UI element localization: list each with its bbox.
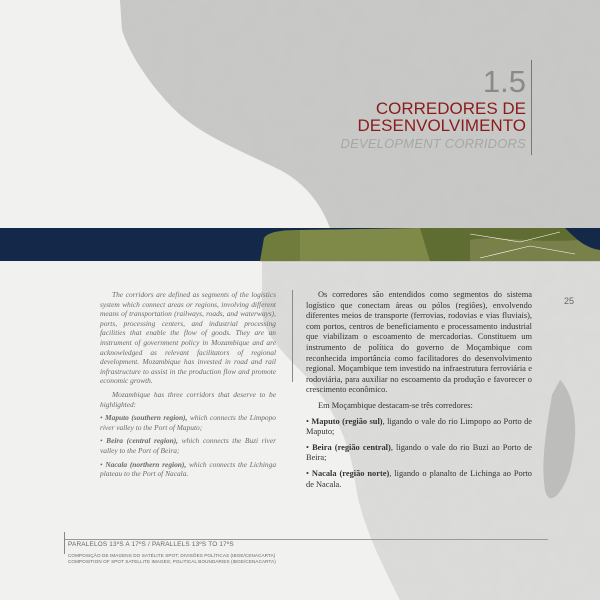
portuguese-text-column (306, 290, 532, 495)
page-number: 25 (563, 296, 574, 306)
english-bullet-maputo-text: which connects the Limpopo river valley to the Port of Maputo; (100, 413, 277, 432)
title-vertical-rule (531, 60, 532, 155)
portuguese-bullet-beira-bold: Beira (região central) (312, 442, 391, 452)
english-bullet-nacala-text: which connects the Lichinga plateau to the Port of Nacala. (100, 459, 277, 479)
section-title-en: DEVELOPMENT CORRIDORS (340, 136, 526, 151)
english-bullet-nacala: • Nacala (northern region), which connects the Lichinga plateau to the Port of Nacala. (100, 459, 277, 479)
portuguese-paragraph-1: Os corredores são entendidos como segmentos do sistema logístico que conectam áreas ou pólos (regiões), envolvendo diferentes meios de transporte (ferrovias, rodovias e vias fluviais), com portos, centros de beneficiamento e processamento industrial que viabilizam o escoamento de mercadorias. Constituem um instrumento de política do governo de Moçambique com reconhecida importância como facilitadores do desenvolvimento regional. Moçambique tem investido na infraestrutura ferroviária e rodoviária, para auxiliar no escoamento da produção e favorecer o crescimento econômico. (306, 290, 532, 395)
section-title-pt (266, 100, 526, 134)
satellite-strip-image (0, 228, 600, 261)
portuguese-bullet-beira-text: , ligando o vale do rio Buzi ao Porto de Beira; (306, 442, 533, 463)
portuguese-column-rule (292, 290, 293, 382)
section-title-pt-line2: DESENVOLVIMENTO (357, 116, 526, 135)
portuguese-paragraph-2: Em Moçambique destacam-se três corredores: (318, 400, 473, 410)
portuguese-bullet-nacala-bold: Nacala (região norte) (311, 468, 390, 478)
footer-parallels: PARALELOS 13ºS A 17ºS / PARALLELS 13ºS TO 17ºS (68, 541, 234, 548)
footer-vertical-rule (64, 532, 65, 554)
english-text-column (100, 290, 276, 483)
section-number: 1.5 (482, 64, 526, 99)
english-bullet-beira-text: which connects the Buzi river valley to the Port of Beira; (100, 436, 276, 455)
section-title-block (266, 66, 526, 151)
footer-source-pt: COMPOSIÇÃO DE IMAGENS DO SATÉLITE SPOT; DIVISÕES POLÍTICAS (IBGE/CENACARTA) (68, 553, 276, 558)
portuguese-bullet-beira: • Beira (região central), ligando o vale do rio Buzi ao Porto de Beira; (306, 442, 533, 463)
footer-horizontal-rule (64, 539, 548, 540)
english-bullet-maputo: • Maputo (southern region), which connects the Limpopo river valley to the Port of Maputo; (100, 413, 277, 432)
portuguese-bullet-maputo-bold: Maputo (região sul) (311, 416, 383, 426)
portuguese-bullet-nacala: • Nacala (região norte), ligando o planalto de Lichinga ao Porto de Nacala. (306, 468, 532, 489)
english-paragraph-2: Mozambique has three corridors that deserve to be highlighted: (100, 389, 276, 409)
english-bullet-nacala-bold: Nacala (northern region), (105, 459, 187, 469)
section-title-pt-line1: CORREDORES DE (375, 99, 526, 118)
portuguese-bullet-maputo-text: , ligando o vale do rio Limpopo ao Porto de Maputo; (306, 416, 532, 437)
portuguese-bullet-nacala-text: , ligando o planalto de Lichinga ao Porto de Nacala. (306, 468, 532, 489)
footer-source-en: COMPOSITION OF SPOT SATELLITE IMAGES; POLITICAL BOUNDARIES (IBGE/CENACARTA) (68, 558, 276, 564)
portuguese-bullet-maputo: • Maputo (região sul), ligando o vale do rio Limpopo ao Porto de Maputo; (306, 416, 532, 437)
english-bullet-beira: • Beira (central region), which connects the Buzi river valley to the Port of Beira; (100, 436, 276, 455)
image-caption-footer (68, 541, 468, 564)
english-bullet-maputo-bold: Maputo (southern region), (105, 413, 188, 423)
english-paragraph-1: The corridors are defined as segments of the logistics system which connect areas or regions, involving different means of transportation (railways, roads, and waterways), ports, processing centers, and industrial processing facilities that enable the flow of goods. They are an instrument of government policy in Mozambique and are acknowledged as relevant facilitators of regional development. Mozambique has invested in road and rail infrastructure to assist in the production flow and promote economic growth. (100, 290, 276, 386)
english-bullet-beira-bold: Beira (central region), (106, 436, 179, 446)
